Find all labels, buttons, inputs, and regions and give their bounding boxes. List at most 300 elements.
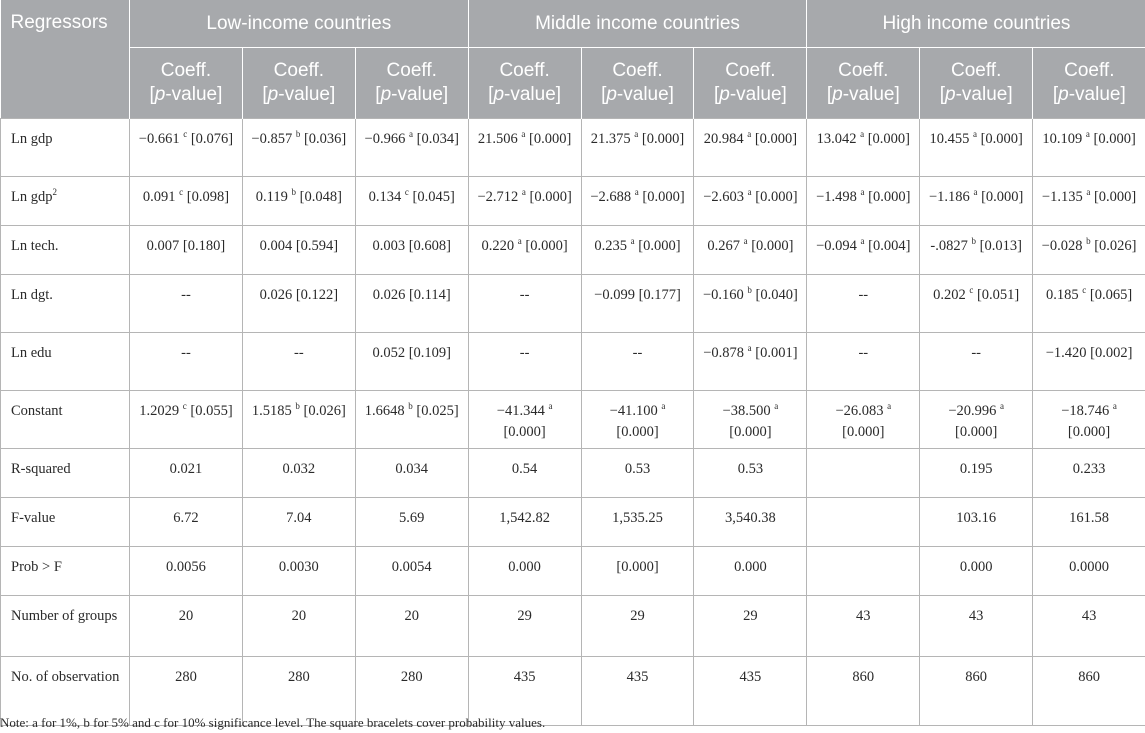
table-cell	[581, 657, 694, 726]
row-label-text: Ln dgt.	[11, 287, 53, 303]
cell-value: 0.233	[1072, 461, 1106, 477]
significance-marker: c	[1082, 285, 1087, 295]
table-cell	[1033, 596, 1145, 657]
cell-pvalue: [0.000]	[980, 131, 1023, 147]
cell-value: 860	[965, 669, 988, 685]
regressors-header: Regressors	[1, 0, 130, 119]
table-cell	[581, 177, 694, 226]
cell-value: 21.375	[590, 131, 631, 147]
cell-pvalue: [0.000]	[642, 189, 685, 205]
table-cell	[468, 596, 581, 657]
table-cell	[1033, 657, 1145, 726]
table-cell	[694, 275, 807, 333]
pvalue-label	[1033, 83, 1145, 107]
pvalue-label	[694, 83, 806, 107]
cell-value: 0.54	[511, 461, 538, 477]
cell-pvalue: [0.055]	[190, 403, 233, 419]
cell-pvalue: [0.026]	[303, 403, 346, 419]
cell-value: 0.004	[259, 238, 293, 254]
table-cell	[130, 498, 243, 547]
cell-pvalue: [0.114]	[408, 287, 451, 303]
table-cell	[1033, 177, 1145, 226]
cell-pvalue: [0.013]	[979, 238, 1022, 254]
cell-value: 43	[1081, 608, 1097, 624]
table-cell	[242, 177, 355, 226]
table-cell	[130, 226, 243, 275]
row-label-text: Ln edu	[11, 345, 52, 361]
row-label	[1, 547, 130, 596]
cell-value: −41.100	[609, 403, 658, 419]
group-header-high-income: High income countries	[807, 0, 1145, 48]
significance-marker: c	[179, 187, 184, 197]
cell-pvalue: [0.001]	[755, 345, 798, 361]
table-cell	[581, 596, 694, 657]
pvalue-italic-p: p	[267, 84, 279, 105]
pvalue-rest: -value]	[955, 84, 1013, 105]
table-cell	[807, 275, 920, 333]
table-cell	[242, 391, 355, 449]
coeff-pvalue-header	[920, 48, 1033, 119]
row-label-text: Prob > F	[11, 559, 62, 575]
cell-value: −0.028	[1041, 238, 1083, 254]
table-cell	[807, 547, 920, 596]
coeff-label: Coeff.	[838, 60, 889, 81]
table-cell	[468, 498, 581, 547]
cell-value: [0.000]	[616, 559, 659, 575]
cell-value: 280	[175, 669, 197, 685]
table-cell	[242, 226, 355, 275]
cell-value: 1.2029	[139, 403, 180, 419]
cell-value: −2.712	[477, 189, 519, 205]
cell-value: 0.003	[372, 238, 406, 254]
cell-value: --	[294, 345, 304, 361]
cell-pvalue: [0.000]	[1067, 424, 1111, 440]
table-cell	[1033, 391, 1145, 449]
cell-value: 29	[630, 608, 645, 624]
table-cell	[920, 547, 1033, 596]
cell-pvalue: [0.000]	[641, 131, 685, 147]
table-cell	[920, 657, 1033, 726]
table-cell	[581, 498, 694, 547]
table-cell	[694, 177, 807, 226]
group-header-middle-income: Middle income countries	[468, 0, 807, 48]
coeff-pvalue-header	[242, 48, 355, 119]
cell-pvalue: [0.051]	[976, 287, 1020, 303]
cell-value: 0.0056	[166, 559, 206, 575]
table-cell	[581, 275, 694, 333]
row-label	[1, 119, 130, 177]
table-cell	[468, 333, 581, 391]
coeff-pvalue-header	[468, 48, 581, 119]
cell-pvalue: [0.000]	[868, 189, 911, 205]
coeff-pvalue-header	[355, 48, 468, 119]
row-label	[1, 449, 130, 498]
row-label-text: Constant	[11, 403, 63, 419]
table-cell	[694, 226, 807, 275]
cell-pvalue: [0.000]	[867, 131, 910, 147]
pvalue-open-bracket: [	[375, 84, 381, 105]
cell-value: --	[519, 287, 530, 303]
cell-value: 29	[743, 608, 758, 624]
cell-pvalue: [0.000]	[729, 424, 772, 440]
pvalue-rest: -value]	[842, 84, 900, 105]
significance-marker: a	[860, 129, 865, 139]
cell-value: −18.746	[1061, 403, 1110, 419]
cell-value: 10.109	[1042, 131, 1083, 147]
table-cell	[920, 498, 1033, 547]
pvalue-italic-p: p	[832, 84, 843, 105]
cell-value: --	[181, 287, 191, 303]
cell-value: 1,542.82	[499, 510, 550, 526]
cell-value: 0.195	[959, 461, 993, 477]
cell-value: 6.72	[173, 510, 199, 526]
table-cell	[807, 226, 920, 275]
table-cell	[694, 498, 807, 547]
cell-value: −1.498	[816, 189, 857, 205]
pvalue-rest: -value]	[165, 84, 223, 105]
table-note: Note: a for 1%, b for 5% and c for 10% significance level. The square bracelets cover probability values.	[0, 715, 546, 730]
cell-value: --	[181, 345, 191, 361]
table-cell	[581, 333, 694, 391]
pvalue-label	[356, 83, 468, 107]
row-label	[1, 391, 130, 449]
significance-marker: a	[1085, 129, 1090, 139]
cell-pvalue: [0.002]	[1090, 345, 1133, 361]
table-cell	[581, 119, 694, 177]
table-cell	[130, 119, 243, 177]
pvalue-open-bracket: [	[601, 84, 607, 105]
cell-pvalue: [0.000]	[1093, 189, 1137, 205]
significance-marker: b	[971, 236, 977, 246]
table-cell	[468, 275, 581, 333]
group-header-low-income: Low-income countries	[130, 0, 469, 48]
cell-value: 1.5185	[251, 403, 292, 419]
table-cell	[355, 596, 468, 657]
row-label-text: R-squared	[11, 461, 71, 477]
cell-value: −26.083	[835, 403, 884, 419]
coeff-header-row	[1, 48, 1145, 119]
pvalue-label	[469, 83, 581, 107]
table-cell	[355, 333, 468, 391]
table-cell	[1033, 449, 1145, 498]
significance-marker: a	[860, 236, 865, 246]
table-cell	[807, 177, 920, 226]
cell-value: −41.344	[496, 403, 545, 419]
significance-marker: a	[747, 187, 752, 197]
table-row	[1, 275, 1145, 333]
cell-value: --	[632, 345, 643, 361]
pvalue-italic-p: p	[606, 84, 617, 105]
cell-value: 20	[178, 608, 194, 624]
cell-value: 280	[287, 669, 310, 685]
cell-value: 0.026	[372, 287, 406, 303]
pvalue-label	[243, 83, 355, 107]
cell-pvalue: [0.036]	[303, 131, 347, 147]
table-cell	[920, 333, 1033, 391]
cell-value: 0.119	[255, 189, 288, 205]
cell-value: 0.267	[707, 238, 740, 254]
table-cell	[355, 547, 468, 596]
table-row	[1, 547, 1145, 596]
cell-pvalue: [0.025]	[416, 403, 459, 419]
cell-pvalue: [0.045]	[412, 189, 455, 205]
table-cell	[694, 391, 807, 449]
table-row	[1, 596, 1145, 657]
cell-pvalue: [0.048]	[299, 189, 342, 205]
cell-value: −0.966	[364, 131, 406, 147]
significance-marker: c	[183, 129, 188, 139]
table-row	[1, 226, 1145, 275]
cell-value: 0.185	[1045, 287, 1079, 303]
group-header-row	[1, 0, 1145, 48]
significance-marker: c	[182, 401, 187, 411]
cell-pvalue: [0.109]	[408, 345, 451, 361]
cell-value: --	[519, 345, 530, 361]
cell-value: 0.026	[259, 287, 293, 303]
table-row	[1, 498, 1145, 547]
coeff-label: Coeff.	[951, 60, 1002, 81]
table-cell	[920, 449, 1033, 498]
table-cell	[581, 226, 694, 275]
significance-marker: a	[630, 236, 635, 246]
cell-value: −0.094	[816, 238, 857, 254]
cell-pvalue: [0.040]	[755, 287, 798, 303]
table-cell	[242, 119, 355, 177]
pvalue-rest: -value]	[504, 84, 562, 105]
cell-value: 435	[739, 669, 762, 685]
significance-marker: a	[517, 236, 522, 246]
cell-pvalue: [0.177]	[638, 287, 681, 303]
cell-value: 20	[291, 608, 307, 624]
pvalue-label	[807, 83, 919, 107]
significance-marker: b	[295, 401, 300, 411]
table-cell	[920, 177, 1033, 226]
table-cell	[920, 275, 1033, 333]
cell-value: 0.134	[368, 189, 402, 205]
significance-marker: a	[521, 129, 526, 139]
significance-marker: a	[634, 129, 639, 139]
significance-marker: a	[973, 187, 978, 197]
significance-marker: a	[774, 401, 779, 411]
table-cell	[807, 657, 920, 726]
significance-marker: b	[747, 285, 752, 295]
cell-pvalue: [0.034]	[416, 131, 459, 147]
table-cell	[581, 391, 694, 449]
cell-pvalue: [0.594]	[295, 238, 339, 254]
cell-value: 280	[400, 669, 423, 685]
cell-value: -.0827	[930, 238, 968, 254]
cell-pvalue: [0.000]	[529, 189, 572, 205]
table-cell	[130, 547, 243, 596]
cell-value: 860	[1078, 669, 1100, 685]
significance-marker: a	[661, 401, 666, 411]
table-cell	[242, 498, 355, 547]
coeff-label: Coeff.	[1064, 60, 1115, 81]
row-label	[1, 275, 130, 333]
cell-value: 13.042	[816, 131, 857, 147]
significance-marker: b	[291, 187, 296, 197]
cell-pvalue: [0.000]	[638, 238, 681, 254]
cell-value: 103.16	[956, 510, 997, 526]
row-label-text: Ln gdp	[11, 189, 53, 205]
table-body	[1, 119, 1145, 726]
cell-value: 20.984	[703, 131, 744, 147]
significance-marker: a	[548, 401, 553, 411]
cell-value: 0.202	[933, 287, 966, 303]
cell-pvalue: [0.026]	[1094, 238, 1137, 254]
coeff-label: Coeff.	[160, 60, 212, 81]
row-label	[1, 596, 130, 657]
cell-value: 0.021	[169, 461, 203, 477]
pvalue-open-bracket: [	[1052, 84, 1059, 105]
significance-marker: a	[408, 129, 413, 139]
table-cell	[1033, 226, 1145, 275]
table-cell	[355, 226, 468, 275]
cell-pvalue: [0.000]	[754, 131, 798, 147]
pvalue-rest: -value]	[616, 84, 674, 105]
table-cell	[130, 333, 243, 391]
table-cell	[1033, 119, 1145, 177]
row-label-text: Ln tech.	[11, 238, 59, 254]
table-cell	[242, 449, 355, 498]
significance-marker: b	[408, 401, 413, 411]
cell-value: −2.688	[590, 189, 632, 205]
cell-value: 5.69	[399, 510, 425, 526]
cell-value: −20.996	[948, 403, 997, 419]
table-cell	[242, 596, 355, 657]
table-cell	[355, 449, 468, 498]
cell-value: 1.6648	[364, 403, 405, 419]
table-cell	[468, 391, 581, 449]
cell-value: −1.135	[1041, 189, 1083, 205]
cell-value: 0.000	[734, 559, 767, 575]
table-cell	[355, 498, 468, 547]
table-cell	[468, 177, 581, 226]
significance-marker: a	[1086, 187, 1091, 197]
table-cell	[807, 449, 920, 498]
table-row	[1, 391, 1145, 449]
coeff-pvalue-header	[581, 48, 694, 119]
coeff-label: Coeff.	[386, 60, 437, 81]
pvalue-italic-p: p	[945, 84, 956, 105]
cell-value: 20	[404, 608, 419, 624]
cell-pvalue: [0.004]	[868, 238, 911, 254]
cell-value: 161.58	[1069, 510, 1109, 526]
pvalue-italic-p: p	[1058, 84, 1069, 105]
table-cell	[694, 333, 807, 391]
cell-pvalue: [0.000]	[981, 189, 1024, 205]
pvalue-label	[130, 83, 242, 107]
cell-value: 0.007	[146, 238, 180, 254]
cell-pvalue: [0.000]	[1093, 131, 1136, 147]
table-cell	[130, 177, 243, 226]
pvalue-label	[920, 83, 1032, 107]
row-label-text: Ln gdp	[11, 131, 53, 147]
table-cell	[130, 275, 243, 333]
coeff-pvalue-header	[694, 48, 807, 119]
row-label	[1, 226, 130, 275]
cell-pvalue: [0.000]	[755, 189, 798, 205]
table-cell	[355, 177, 468, 226]
cell-value: 7.04	[286, 510, 312, 526]
cell-value: 1,535.25	[612, 510, 663, 526]
table-cell	[920, 596, 1033, 657]
pvalue-open-bracket: [	[713, 84, 720, 105]
cell-value: 0.53	[737, 461, 764, 477]
table-cell	[1033, 498, 1145, 547]
cell-value: −0.160	[702, 287, 744, 303]
table-cell	[920, 119, 1033, 177]
cell-value: 21.506	[477, 131, 518, 147]
cell-value: 0.052	[372, 345, 406, 361]
cell-value: 0.034	[395, 461, 429, 477]
table-cell	[1033, 547, 1145, 596]
table-cell	[468, 119, 581, 177]
table-cell	[920, 226, 1033, 275]
cell-value: 0.032	[282, 461, 316, 477]
row-label	[1, 333, 130, 391]
cell-value: −0.878	[703, 345, 745, 361]
pvalue-label	[582, 83, 694, 107]
table-cell	[694, 657, 807, 726]
table-cell	[581, 547, 694, 596]
pvalue-open-bracket: [	[262, 84, 268, 105]
significance-marker: a	[743, 236, 748, 246]
significance-marker: c	[969, 285, 974, 295]
cell-value: −1.420	[1045, 345, 1087, 361]
table-cell	[468, 547, 581, 596]
significance-marker: a	[521, 187, 526, 197]
table-cell	[130, 596, 243, 657]
table-row	[1, 333, 1145, 391]
table-header	[1, 0, 1145, 119]
table-cell	[1033, 275, 1145, 333]
cell-pvalue: [0.000]	[529, 131, 572, 147]
cell-pvalue: [0.000]	[751, 238, 794, 254]
table-cell	[694, 449, 807, 498]
coeff-label: Coeff.	[725, 60, 776, 81]
coeff-label: Coeff.	[273, 60, 325, 81]
pvalue-rest: -value]	[278, 84, 336, 105]
cell-value: 0.53	[624, 461, 651, 477]
cell-value: 3,540.38	[725, 510, 776, 526]
cell-pvalue: [0.000]	[525, 238, 568, 254]
cell-value: 0.000	[508, 559, 541, 575]
table-cell	[694, 547, 807, 596]
cell-pvalue: [0.000]	[616, 424, 659, 440]
cell-value: 10.455	[929, 131, 970, 147]
coeff-pvalue-header	[1033, 48, 1145, 119]
table-cell	[355, 275, 468, 333]
cell-pvalue: [0.608]	[408, 238, 451, 254]
cell-value: 0.220	[481, 238, 515, 254]
table-cell	[130, 449, 243, 498]
table-cell	[807, 596, 920, 657]
table-cell	[807, 119, 920, 177]
row-label	[1, 177, 130, 226]
coeff-pvalue-header	[807, 48, 920, 119]
cell-value: 29	[517, 608, 532, 624]
pvalue-italic-p: p	[719, 84, 730, 105]
cell-pvalue: [0.122]	[295, 287, 339, 303]
cell-value: −2.603	[703, 189, 745, 205]
table-cell	[242, 275, 355, 333]
pvalue-open-bracket: [	[939, 84, 946, 105]
significance-marker: a	[747, 343, 752, 353]
cell-value: −0.857	[251, 131, 293, 147]
significance-marker: c	[404, 187, 409, 197]
significance-marker: a	[887, 401, 892, 411]
